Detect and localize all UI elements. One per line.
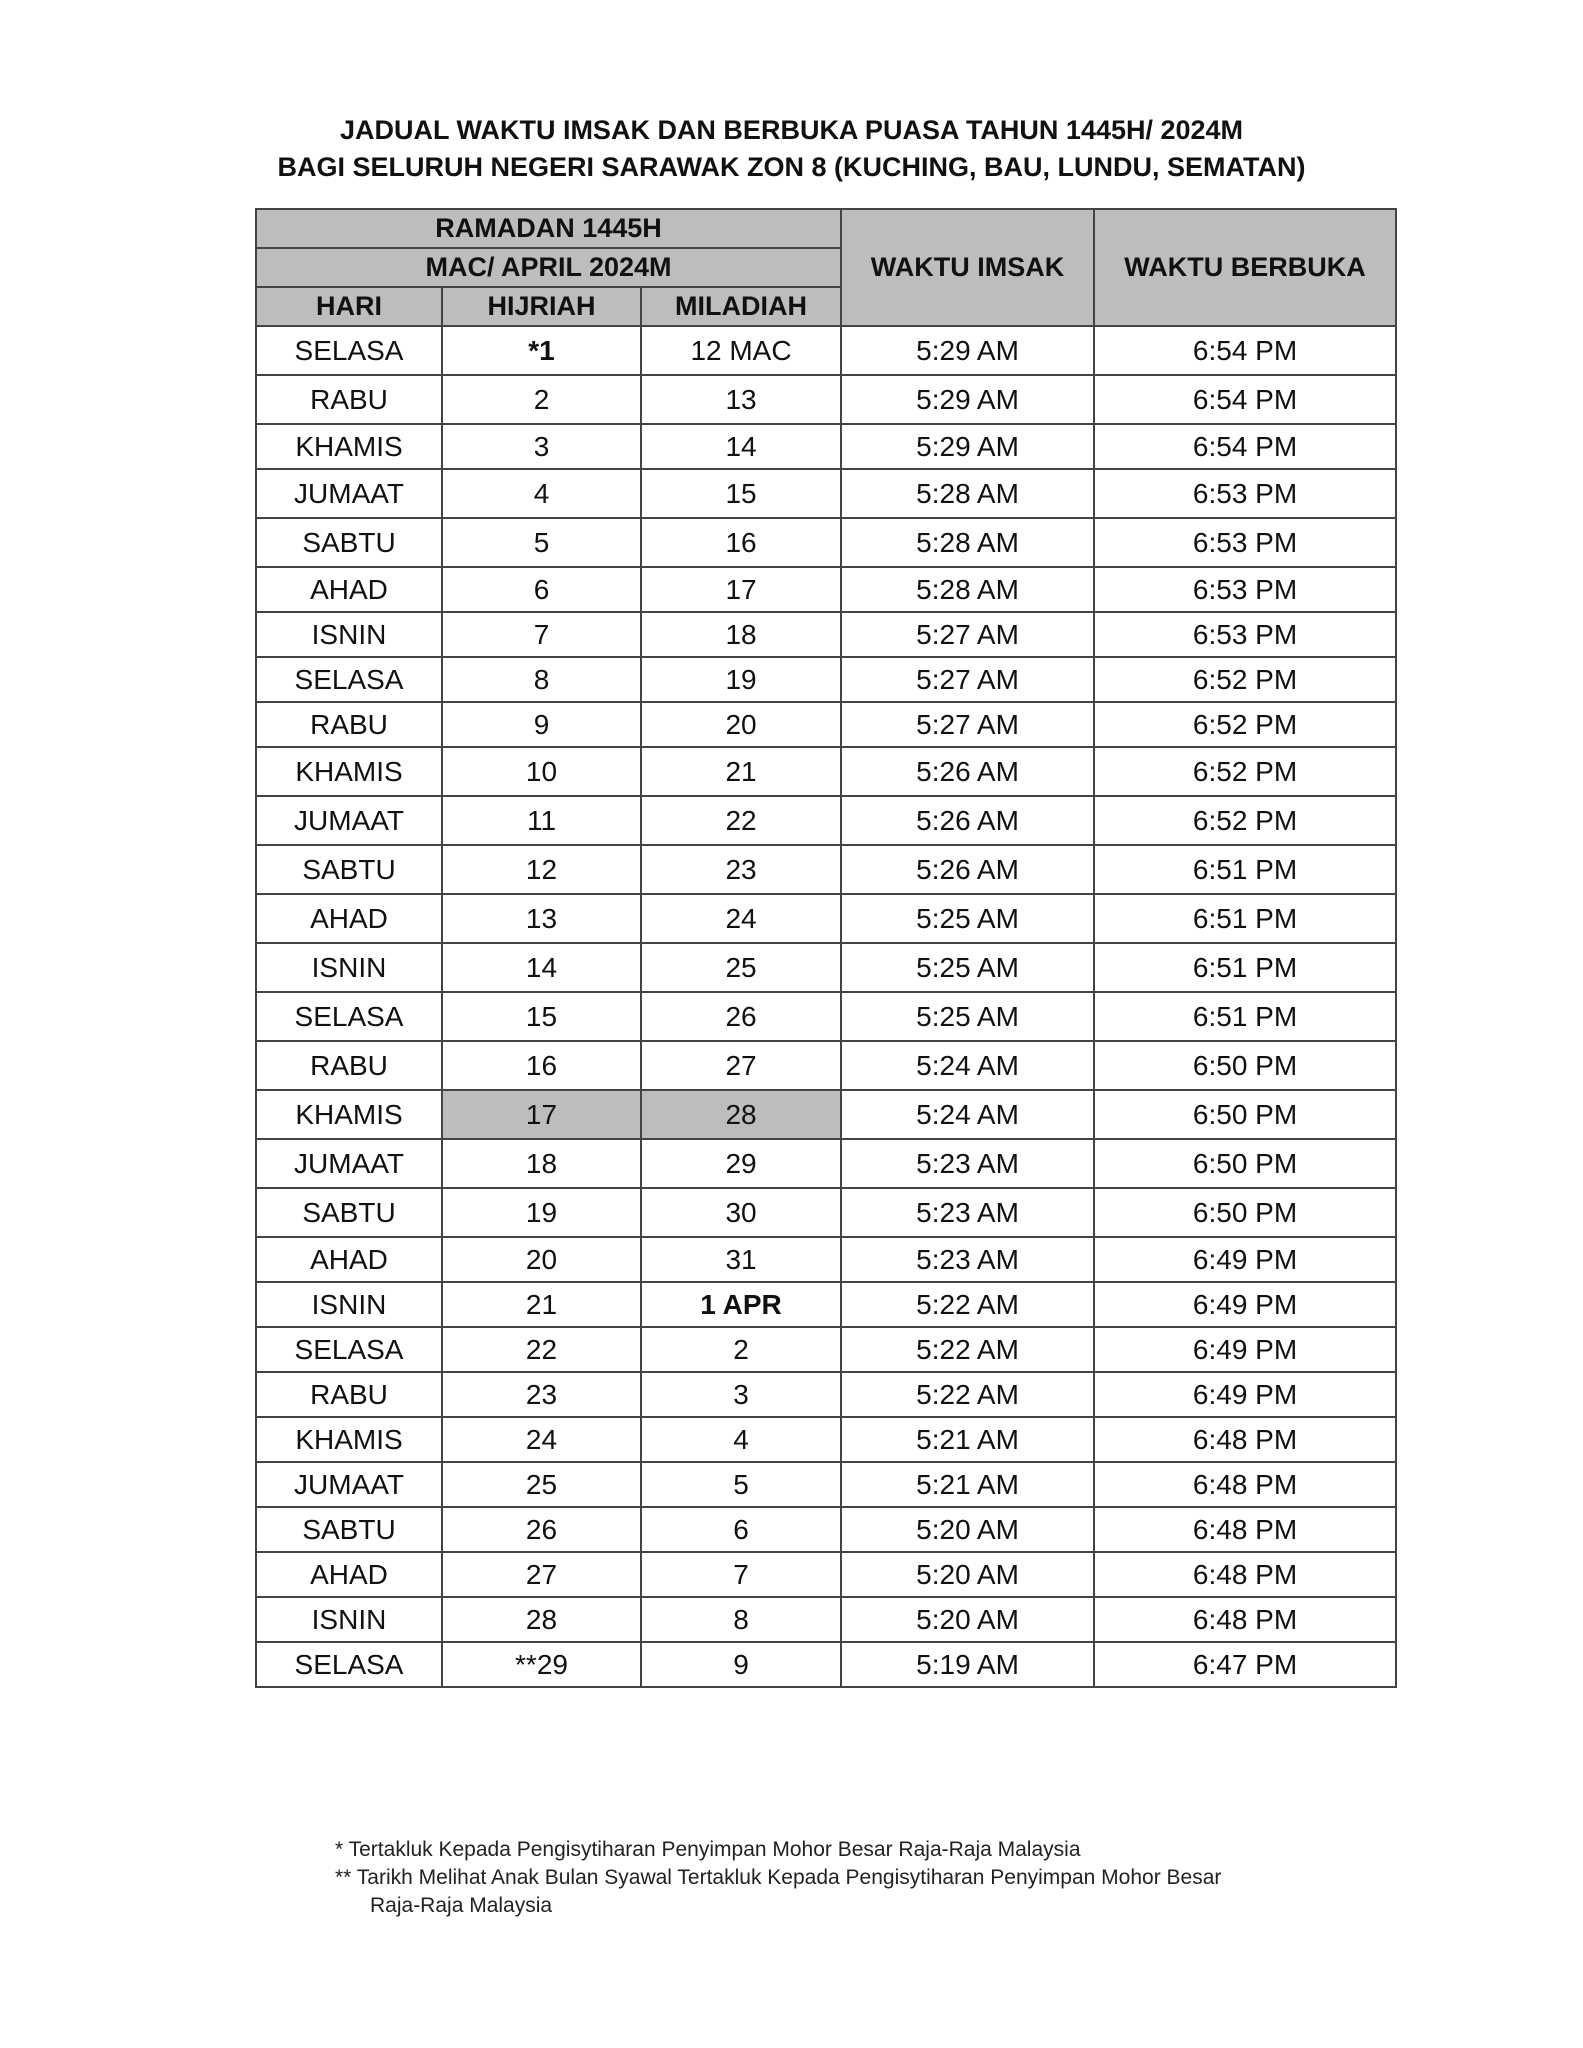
cell-hijriah: 22 [442, 1327, 641, 1372]
cell-imsak: 5:27 AM [841, 612, 1094, 657]
cell-berbuka: 6:50 PM [1094, 1188, 1396, 1237]
document-title-line-1: JADUAL WAKTU IMSAK DAN BERBUKA PUASA TAHUN 1445H/ 2024M [339, 115, 1244, 145]
cell-hari: KHAMIS [256, 1417, 442, 1462]
cell-imsak: 5:25 AM [841, 894, 1094, 943]
table-row [256, 469, 1396, 518]
cell-imsak: 5:20 AM [841, 1597, 1094, 1642]
header-waktu-imsak: WAKTU IMSAK [841, 209, 1094, 326]
table-row [256, 992, 1396, 1041]
cell-berbuka: 6:47 PM [1094, 1642, 1396, 1687]
cell-berbuka: 6:52 PM [1094, 702, 1396, 747]
cell-hari: SABTU [256, 1188, 442, 1237]
table-row [256, 326, 1396, 375]
cell-hari: ISNIN [256, 1282, 442, 1327]
cell-hari: SELASA [256, 657, 442, 702]
table-body [256, 326, 1396, 1687]
footnote-1: * Tertakluk Kepada Pengisytiharan Penyimpan Mohor Besar Raja-Raja Malaysia [335, 1838, 1081, 1861]
cell-hari: RABU [256, 1372, 442, 1417]
cell-miladiah: 14 [641, 424, 841, 469]
table-row [256, 375, 1396, 424]
table-row [256, 657, 1396, 702]
cell-hari: SELASA [256, 326, 442, 375]
cell-imsak: 5:25 AM [841, 992, 1094, 1041]
table-row [256, 1327, 1396, 1372]
cell-hijriah: 14 [442, 943, 641, 992]
imsak-berbuka-table [255, 208, 1397, 1688]
cell-hijriah: 18 [442, 1139, 641, 1188]
cell-hari: SABTU [256, 1507, 442, 1552]
table-row [256, 612, 1396, 657]
cell-miladiah: 9 [641, 1642, 841, 1687]
table-row [256, 1237, 1396, 1282]
cell-hari: RABU [256, 1041, 442, 1090]
cell-miladiah: 31 [641, 1237, 841, 1282]
cell-miladiah: 7 [641, 1552, 841, 1597]
cell-hari: SABTU [256, 518, 442, 567]
cell-imsak: 5:20 AM [841, 1552, 1094, 1597]
cell-hijriah: 26 [442, 1507, 641, 1552]
cell-imsak: 5:23 AM [841, 1139, 1094, 1188]
cell-hijriah: 2 [442, 375, 641, 424]
table-row [256, 1597, 1396, 1642]
cell-hijriah: 15 [442, 992, 641, 1041]
cell-imsak: 5:23 AM [841, 1237, 1094, 1282]
table-row [256, 1417, 1396, 1462]
cell-imsak: 5:26 AM [841, 747, 1094, 796]
header-ramadan: RAMADAN 1445H [256, 209, 841, 248]
cell-hari: AHAD [256, 1552, 442, 1597]
cell-berbuka: 6:48 PM [1094, 1417, 1396, 1462]
cell-berbuka: 6:54 PM [1094, 424, 1396, 469]
cell-hari: KHAMIS [256, 424, 442, 469]
cell-imsak: 5:20 AM [841, 1507, 1094, 1552]
cell-hijriah: 24 [442, 1417, 641, 1462]
cell-miladiah: 25 [641, 943, 841, 992]
table-row [256, 702, 1396, 747]
cell-berbuka: 6:51 PM [1094, 943, 1396, 992]
cell-miladiah: 8 [641, 1597, 841, 1642]
cell-hari: SELASA [256, 992, 442, 1041]
cell-berbuka: 6:51 PM [1094, 845, 1396, 894]
cell-imsak: 5:28 AM [841, 469, 1094, 518]
table-row [256, 943, 1396, 992]
cell-miladiah: 17 [641, 567, 841, 612]
cell-hijriah: 16 [442, 1041, 641, 1090]
cell-hari: RABU [256, 702, 442, 747]
cell-imsak: 5:25 AM [841, 943, 1094, 992]
cell-hijriah: 20 [442, 1237, 641, 1282]
header-hari: HARI [256, 287, 442, 326]
cell-imsak: 5:26 AM [841, 796, 1094, 845]
cell-berbuka: 6:53 PM [1094, 518, 1396, 567]
cell-imsak: 5:29 AM [841, 375, 1094, 424]
cell-hari: ISNIN [256, 943, 442, 992]
cell-miladiah: 3 [641, 1372, 841, 1417]
cell-hijriah: 7 [442, 612, 641, 657]
cell-hari: JUMAAT [256, 1139, 442, 1188]
cell-berbuka: 6:54 PM [1094, 326, 1396, 375]
table-row [256, 567, 1396, 612]
cell-imsak: 5:27 AM [841, 657, 1094, 702]
cell-hari: SABTU [256, 845, 442, 894]
cell-hijriah: 10 [442, 747, 641, 796]
cell-hari: JUMAAT [256, 1462, 442, 1507]
cell-berbuka: 6:54 PM [1094, 375, 1396, 424]
table-row [256, 1552, 1396, 1597]
table-row [256, 1372, 1396, 1417]
cell-miladiah: 27 [641, 1041, 841, 1090]
cell-hijriah: 28 [442, 1597, 641, 1642]
cell-hijriah: 25 [442, 1462, 641, 1507]
cell-hari: KHAMIS [256, 747, 442, 796]
table-row [256, 1188, 1396, 1237]
table-row [256, 1041, 1396, 1090]
cell-miladiah: 22 [641, 796, 841, 845]
cell-hari: JUMAAT [256, 796, 442, 845]
cell-hijriah: 17 [442, 1090, 641, 1139]
cell-imsak: 5:27 AM [841, 702, 1094, 747]
cell-hari: AHAD [256, 894, 442, 943]
cell-miladiah: 20 [641, 702, 841, 747]
cell-hijriah: 4 [442, 469, 641, 518]
footnote-2: ** Tarikh Melihat Anak Bulan Syawal Tertakluk Kepada Pengisytiharan Penyimpan Mohor Besar [335, 1866, 1222, 1889]
table-row [256, 424, 1396, 469]
cell-miladiah: 12 MAC [641, 326, 841, 375]
cell-hijriah: 6 [442, 567, 641, 612]
cell-imsak: 5:21 AM [841, 1417, 1094, 1462]
cell-miladiah: 16 [641, 518, 841, 567]
cell-miladiah: 5 [641, 1462, 841, 1507]
cell-miladiah: 21 [641, 747, 841, 796]
cell-hari: ISNIN [256, 1597, 442, 1642]
cell-imsak: 5:29 AM [841, 326, 1094, 375]
cell-miladiah: 24 [641, 894, 841, 943]
cell-imsak: 5:19 AM [841, 1642, 1094, 1687]
cell-berbuka: 6:50 PM [1094, 1139, 1396, 1188]
cell-hijriah: 12 [442, 845, 641, 894]
cell-imsak: 5:28 AM [841, 567, 1094, 612]
cell-berbuka: 6:53 PM [1094, 469, 1396, 518]
cell-hari: KHAMIS [256, 1090, 442, 1139]
table-row [256, 1462, 1396, 1507]
table-row [256, 747, 1396, 796]
cell-berbuka: 6:52 PM [1094, 747, 1396, 796]
cell-hijriah: 9 [442, 702, 641, 747]
cell-imsak: 5:24 AM [841, 1041, 1094, 1090]
cell-berbuka: 6:49 PM [1094, 1327, 1396, 1372]
cell-berbuka: 6:49 PM [1094, 1237, 1396, 1282]
cell-hari: SELASA [256, 1327, 442, 1372]
cell-berbuka: 6:48 PM [1094, 1462, 1396, 1507]
cell-miladiah: 29 [641, 1139, 841, 1188]
cell-miladiah: 13 [641, 375, 841, 424]
header-waktu-berbuka: WAKTU BERBUKA [1094, 209, 1396, 326]
cell-hijriah: 19 [442, 1188, 641, 1237]
table-row [256, 1507, 1396, 1552]
table-row [256, 1090, 1396, 1139]
table-row [256, 845, 1396, 894]
cell-miladiah: 18 [641, 612, 841, 657]
cell-imsak: 5:26 AM [841, 845, 1094, 894]
cell-miladiah: 4 [641, 1417, 841, 1462]
cell-hijriah: **29 [442, 1642, 641, 1687]
footnote-2-continuation: Raja-Raja Malaysia [370, 1894, 553, 1917]
header-hijriah: HIJRIAH [442, 287, 641, 326]
cell-miladiah: 28 [641, 1090, 841, 1139]
cell-berbuka: 6:50 PM [1094, 1090, 1396, 1139]
cell-berbuka: 6:48 PM [1094, 1552, 1396, 1597]
cell-miladiah: 6 [641, 1507, 841, 1552]
cell-miladiah: 23 [641, 845, 841, 894]
cell-miladiah: 30 [641, 1188, 841, 1237]
table-row [256, 1642, 1396, 1687]
cell-berbuka: 6:49 PM [1094, 1282, 1396, 1327]
cell-hijriah: 13 [442, 894, 641, 943]
cell-hari: AHAD [256, 1237, 442, 1282]
cell-imsak: 5:29 AM [841, 424, 1094, 469]
cell-berbuka: 6:49 PM [1094, 1372, 1396, 1417]
cell-berbuka: 6:50 PM [1094, 1041, 1396, 1090]
table-row [256, 1282, 1396, 1327]
cell-berbuka: 6:51 PM [1094, 992, 1396, 1041]
cell-imsak: 5:28 AM [841, 518, 1094, 567]
cell-imsak: 5:22 AM [841, 1372, 1094, 1417]
cell-hijriah: 27 [442, 1552, 641, 1597]
footnotes [335, 1836, 1221, 1920]
cell-miladiah: 2 [641, 1327, 841, 1372]
cell-hari: AHAD [256, 567, 442, 612]
cell-hari: SELASA [256, 1642, 442, 1687]
cell-berbuka: 6:52 PM [1094, 796, 1396, 845]
cell-hijriah: 23 [442, 1372, 641, 1417]
document-title-line-2: BAGI SELURUH NEGERI SARAWAK ZON 8 (KUCHING, BAU, LUNDU, SEMATAN) [277, 152, 1306, 182]
cell-miladiah: 19 [641, 657, 841, 702]
table-row [256, 894, 1396, 943]
cell-hijriah: *1 [442, 326, 641, 375]
cell-berbuka: 6:48 PM [1094, 1597, 1396, 1642]
cell-berbuka: 6:53 PM [1094, 612, 1396, 657]
cell-berbuka: 6:48 PM [1094, 1507, 1396, 1552]
cell-berbuka: 6:52 PM [1094, 657, 1396, 702]
table-row [256, 1139, 1396, 1188]
cell-berbuka: 6:53 PM [1094, 567, 1396, 612]
cell-miladiah: 26 [641, 992, 841, 1041]
cell-imsak: 5:22 AM [841, 1327, 1094, 1372]
table-header [256, 209, 1396, 326]
cell-imsak: 5:23 AM [841, 1188, 1094, 1237]
cell-hari: RABU [256, 375, 442, 424]
header-miladiah: MILADIAH [641, 287, 841, 326]
cell-hijriah: 5 [442, 518, 641, 567]
cell-imsak: 5:21 AM [841, 1462, 1094, 1507]
cell-hijriah: 11 [442, 796, 641, 845]
cell-miladiah: 15 [641, 469, 841, 518]
cell-hari: JUMAAT [256, 469, 442, 518]
cell-hijriah: 3 [442, 424, 641, 469]
cell-imsak: 5:22 AM [841, 1282, 1094, 1327]
cell-imsak: 5:24 AM [841, 1090, 1094, 1139]
cell-hari: ISNIN [256, 612, 442, 657]
cell-hijriah: 8 [442, 657, 641, 702]
header-month: MAC/ APRIL 2024M [256, 248, 841, 287]
cell-berbuka: 6:51 PM [1094, 894, 1396, 943]
cell-miladiah: 1 APR [641, 1282, 841, 1327]
table-row [256, 796, 1396, 845]
table-row [256, 518, 1396, 567]
cell-hijriah: 21 [442, 1282, 641, 1327]
